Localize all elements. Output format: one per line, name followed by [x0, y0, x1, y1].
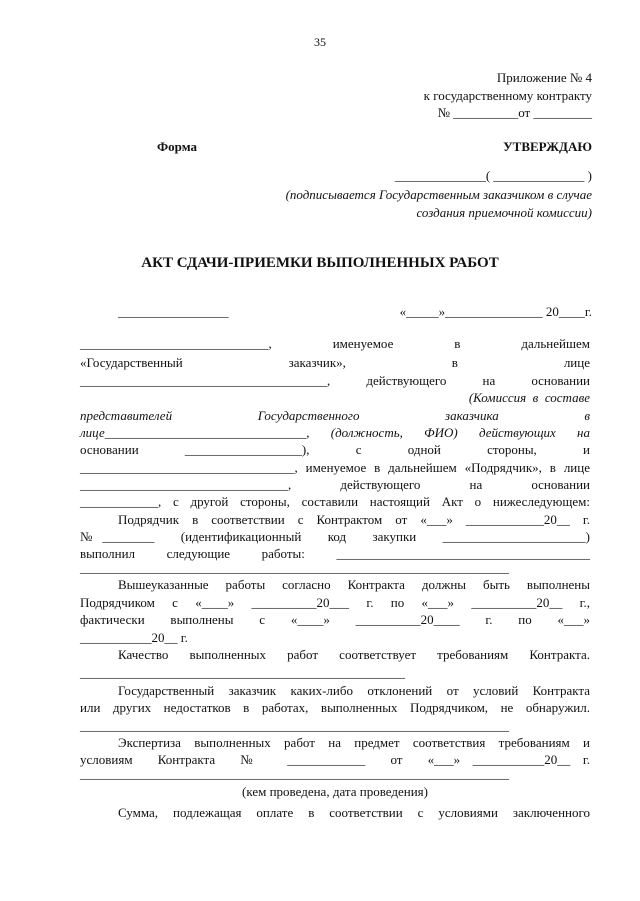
body-line-26: __________________________________________________________________ — [80, 766, 509, 781]
body-line-15: Вышеуказанные работы согласно Контракта должны быть выполнены — [118, 577, 590, 592]
body-line-1: _____________________________, именуемое в дальнейшем — [80, 336, 590, 351]
approve-note-2: создания приемочной комиссии) — [416, 205, 592, 220]
body-line-8: _________________________________, именуемое в дальнейшем «Подрядчик», в лице — [80, 460, 590, 475]
approve-heading: УТВЕРЖДАЮ — [503, 139, 592, 154]
annex-line-3: № __________от _________ — [437, 105, 592, 120]
body-line-13: выполнил следующие работы: _______________________________________ — [80, 546, 590, 561]
body-line-24: Экспертиза выполненных работ на предмет соответствия требованиям и — [118, 735, 590, 750]
approve-sign-line: ______________( ______________ ) — [394, 168, 592, 183]
annex-line-1: Приложение № 4 — [496, 70, 592, 85]
body-line-6: лице_______________________________, (должность, ФИО) действующих на — [80, 425, 590, 440]
body-line-21: Государственный заказчик каких-либо отклонений от условий Контракта — [118, 683, 590, 698]
body-line-18: ___________20__ г. — [80, 630, 188, 645]
body-line-27: (кем проведена, дата проведения) — [242, 784, 428, 799]
page-number: 35 — [314, 35, 326, 49]
body-line-7: основании __________________), с одной стороны, и — [80, 442, 590, 457]
date-line: «_____»_______________ 20____г. — [399, 304, 592, 319]
body-line-11: Подрядчик в соответствии с Контрактом от «___» ____________20__ г. — [118, 512, 590, 527]
approve-note-1: (подписывается Государственным заказчиком в случае — [285, 187, 592, 202]
body-line-17: фактически выполнены с «____» __________20____ г. по «___» — [80, 612, 590, 627]
body-line-25: условиям Контракта № ____________ от «___» ___________20__ г. — [80, 752, 590, 767]
act-title: АКТ СДАЧИ-ПРИЕМКИ ВЫПОЛНЕННЫХ РАБОТ — [141, 255, 499, 271]
body-line-3: ______________________________________, действующего на основании — [80, 373, 590, 388]
body-line-12: №________ (идентификационный код закупки ______________________) — [80, 529, 590, 544]
body-line-4: (Комиссия в составе — [468, 390, 590, 405]
body-line-16: Подрядчиком с «____» __________20___ г. по «___» __________20__ г., — [80, 595, 590, 610]
body-line-14: __________________________________________________________________ — [80, 560, 509, 575]
form-label: Форма — [157, 139, 197, 154]
body-line-28: Сумма, подлежащая оплате в соответствии с условиями заключенного — [118, 805, 590, 820]
body-line-5: представителей Государственного заказчика в — [80, 408, 590, 423]
body-line-22: или других недостатков в работах, выполненных Подрядчиком, не обнаружил. — [80, 700, 590, 715]
body-line-23: __________________________________________________________________ — [80, 718, 509, 733]
place-line: _________________ — [118, 304, 229, 319]
body-line-10: ____________, с другой стороны, составили настоящий Акт о нижеследующем: — [80, 494, 590, 509]
body-line-19: Качество выполненных работ соответствует требованиям Контракта. — [118, 647, 590, 662]
body-line-20: __________________________________________________ — [80, 665, 405, 680]
body-line-2: «Государственный заказчик», в лице — [80, 355, 590, 370]
body-line-9: ________________________________, действующего на основании — [80, 477, 590, 492]
annex-line-2: к государственному контракту — [423, 88, 592, 103]
